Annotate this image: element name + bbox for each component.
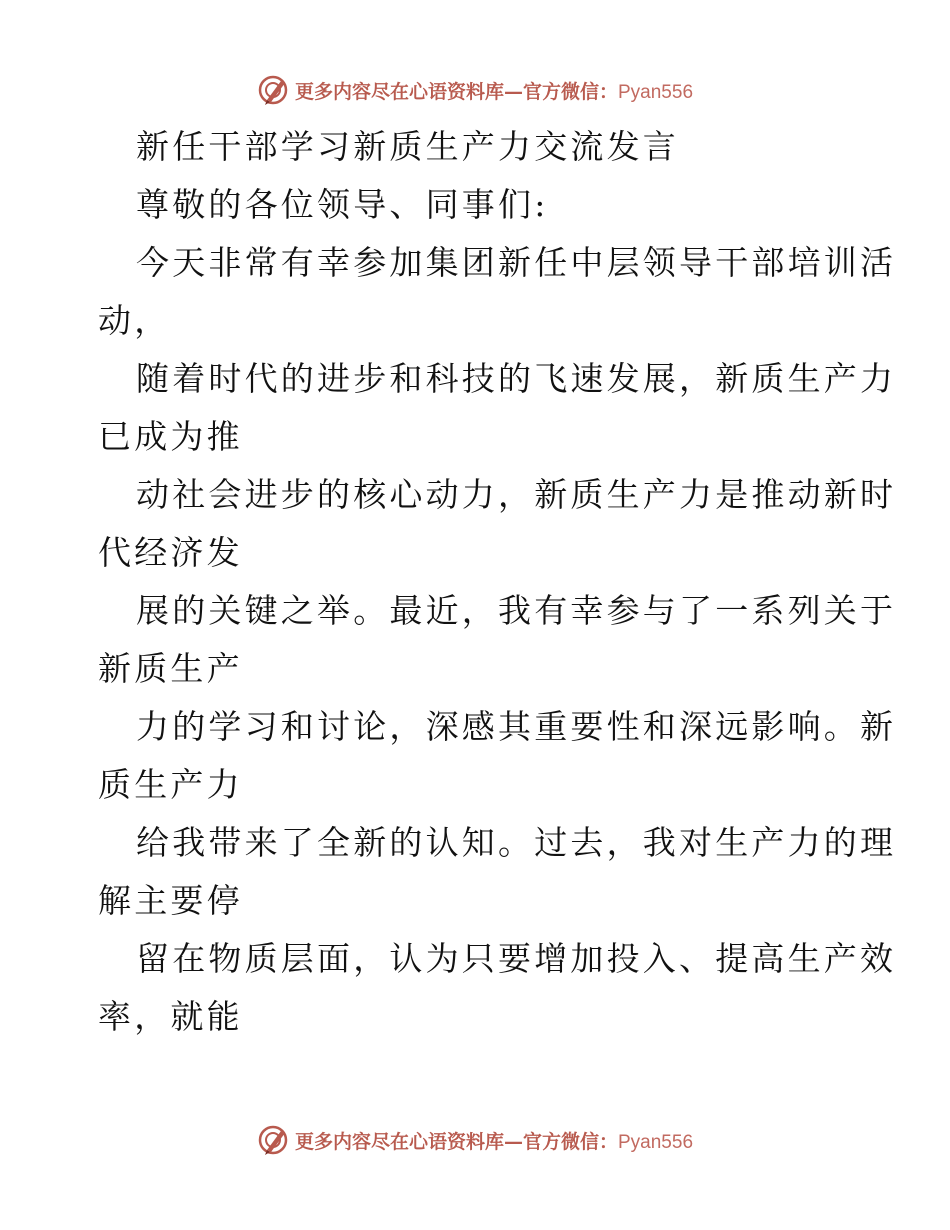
pen-circle-icon — [257, 1123, 291, 1157]
paragraph-line: 解主要停 — [98, 881, 243, 920]
banner-text: 更多内容尽在心语资料库—官方微信：Pyan556 — [294, 1130, 694, 1153]
paragraph-line: 新质生产 — [98, 649, 243, 688]
paragraph-line: 今天非常有幸参加集团新任中层领导干部培训活 — [136, 243, 897, 282]
pen-circle-icon — [257, 73, 291, 107]
paragraph-line: 质生产力 — [98, 765, 243, 804]
footer-banner — [0, 1120, 950, 1160]
paragraph-line: 力的学习和讨论，深感其重要性和深远影响。新 — [136, 707, 897, 746]
paragraph-line: 动社会进步的核心动力，新质生产力是推动新时 — [136, 475, 897, 514]
paragraph-line: 留在物质层面，认为只要增加投入、提高生产效 — [136, 939, 897, 978]
paragraph-line: 代经济发 — [98, 533, 243, 572]
wechat-id: Pyan556 — [618, 81, 694, 103]
banner-text: 更多内容尽在心语资料库—官方微信：Pyan556 — [294, 80, 694, 103]
document-body — [98, 118, 897, 1046]
header-banner — [0, 70, 950, 110]
salutation: 尊敬的各位领导、同事们: — [136, 185, 549, 224]
paragraph-line: 展的关键之举。最近，我有幸参与了一系列关于 — [136, 591, 897, 630]
paragraph-line: 率，就能 — [98, 997, 243, 1036]
wechat-id: Pyan556 — [618, 1131, 694, 1153]
paragraph-line: 动， — [98, 301, 171, 340]
paragraph-line: 随着时代的进步和科技的飞速发展，新质生产力 — [136, 359, 897, 398]
paragraph-line: 给我带来了全新的认知。过去，我对生产力的理 — [136, 823, 897, 862]
paragraph-line: 已成为推 — [98, 417, 243, 456]
document-title: 新任干部学习新质生产力交流发言 — [136, 127, 679, 166]
